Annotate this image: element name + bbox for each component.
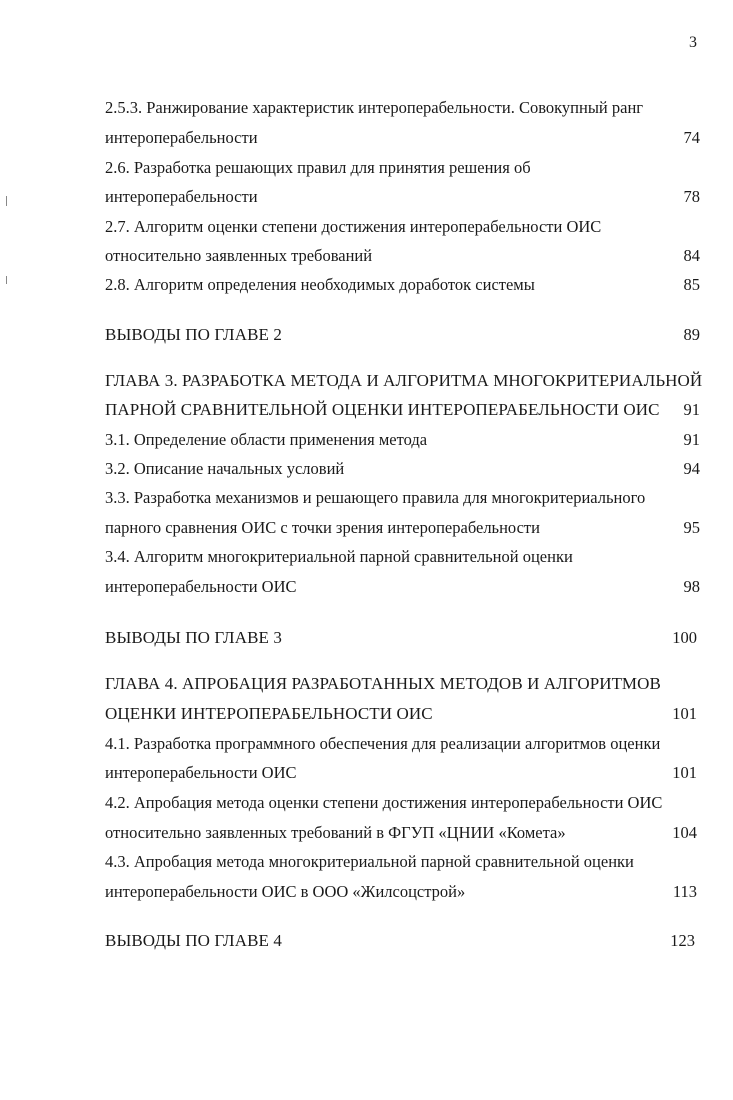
toc-entry [0, 487, 733, 509]
toc-entry-text: 2.6. Разработка решающих правил для принятия решения об [105, 158, 531, 177]
toc-entry [0, 762, 733, 784]
toc-entry-text: относительно заявленных требований [105, 246, 373, 265]
toc-entry [0, 274, 733, 296]
toc-chapter-heading [0, 399, 733, 421]
toc-entry-text: ПАРНОЙ СРАВНИТЕЛЬНОЙ ОЦЕНКИ ИНТЕРОПЕРАБЕЛЬНОСТИ ОИС [105, 400, 660, 419]
toc-entry [0, 792, 733, 814]
toc-entry-text: парного сравнения ОИС с точки зрения интероперабельности [105, 518, 540, 537]
toc-entry-text: ВЫВОДЫ ПО ГЛАВЕ 4 [105, 931, 282, 950]
toc-entry [0, 429, 733, 451]
toc-entry [0, 822, 733, 844]
toc-entry-page: 123 [670, 931, 695, 950]
toc-entry-text: относительно заявленных требований в ФГУП «ЦНИИ «Комета» [105, 823, 566, 842]
toc-entry [0, 127, 733, 149]
toc-entry [0, 157, 733, 179]
toc-chapter-heading [0, 673, 733, 695]
toc-entry-text: 2.7. Алгоритм оценки степени достижения интероперабельности ОИС [105, 217, 602, 236]
toc-entry-page: 100 [672, 628, 697, 647]
toc-chapter-summary [0, 324, 733, 346]
toc-entry-page: 101 [672, 704, 697, 723]
toc-entry [0, 245, 733, 267]
toc-entry-page: 91 [683, 400, 700, 419]
toc-entry-text: 3.3. Разработка механизмов и решающего правила для многокритериального [105, 488, 646, 507]
toc-entry-page: 95 [683, 518, 700, 537]
toc-entry-text: ВЫВОДЫ ПО ГЛАВЕ 2 [105, 325, 282, 344]
toc-entry [0, 216, 733, 238]
toc-entry-page: 101 [672, 763, 697, 782]
toc-entry-page: 94 [683, 459, 700, 478]
page-number: 3 [689, 34, 697, 51]
toc-entry-text: ВЫВОДЫ ПО ГЛАВЕ 3 [105, 628, 282, 647]
toc-entry-text: интероперабельности ОИС [105, 763, 297, 782]
toc-entry [0, 546, 733, 568]
toc-entry-text: ГЛАВА 4. АПРОБАЦИЯ РАЗРАБОТАННЫХ МЕТОДОВ И АЛГОРИТМОВ [105, 674, 661, 693]
toc-entry-text: интероперабельности ОИС [105, 577, 297, 596]
toc-entry-text: 4.1. Разработка программного обеспечения для реализации алгоритмов оценки [105, 734, 661, 753]
toc-entry-page: 74 [683, 128, 700, 147]
toc-entry-page: 104 [672, 823, 697, 842]
toc-entry-page: 91 [683, 430, 700, 449]
toc-entry [0, 881, 733, 903]
toc-entry [0, 97, 733, 119]
toc-entry [0, 186, 733, 208]
toc-entry-page: 89 [683, 325, 700, 344]
toc-entry-page: 85 [683, 275, 700, 294]
toc-entry-text: 3.1. Определение области применения метода [105, 430, 428, 449]
toc-entry-page: 84 [683, 246, 700, 265]
toc-chapter-summary [0, 930, 733, 952]
toc-entry [0, 733, 733, 755]
toc-chapter-heading [0, 370, 733, 392]
toc-entry-text: 4.3. Апробация метода многокритериальной парной сравнительной оценки [105, 852, 634, 871]
toc-entry-text: 3.2. Описание начальных условий [105, 459, 345, 478]
toc-entry-text: ОЦЕНКИ ИНТЕРОПЕРАБЕЛЬНОСТИ ОИС [105, 704, 433, 723]
toc-chapter-heading [0, 703, 733, 725]
toc-entry-page: 78 [683, 187, 700, 206]
toc-entry [0, 576, 733, 598]
toc-entry-page: 113 [672, 882, 697, 901]
toc-entry-text: ГЛАВА 3. РАЗРАБОТКА МЕТОДА И АЛГОРИТМА МНОГОКРИТЕРИАЛЬНОЙ [105, 371, 703, 390]
toc-entry-text: 2.5.3. Ранжирование характеристик интероперабельности. Совокупный ранг [105, 98, 644, 117]
toc-entry-text: интероперабельности [105, 187, 258, 206]
toc-entry-text: 4.2. Апробация метода оценки степени достижения интероперабельности ОИС [105, 793, 663, 812]
toc-entry-page: 98 [683, 577, 700, 596]
toc-chapter-summary [0, 627, 733, 649]
toc-entry-text: интероперабельности [105, 128, 258, 147]
toc-entry [0, 458, 733, 480]
toc-entry [0, 851, 733, 873]
toc-entry-text: интероперабельности ОИС в ООО «Жилсоцстрой» [105, 882, 466, 901]
toc-entry [0, 517, 733, 539]
toc-entry-text: 3.4. Алгоритм многокритериальной парной сравнительной оценки [105, 547, 573, 566]
toc-entry-text: 2.8. Алгоритм определения необходимых доработок системы [105, 275, 535, 294]
